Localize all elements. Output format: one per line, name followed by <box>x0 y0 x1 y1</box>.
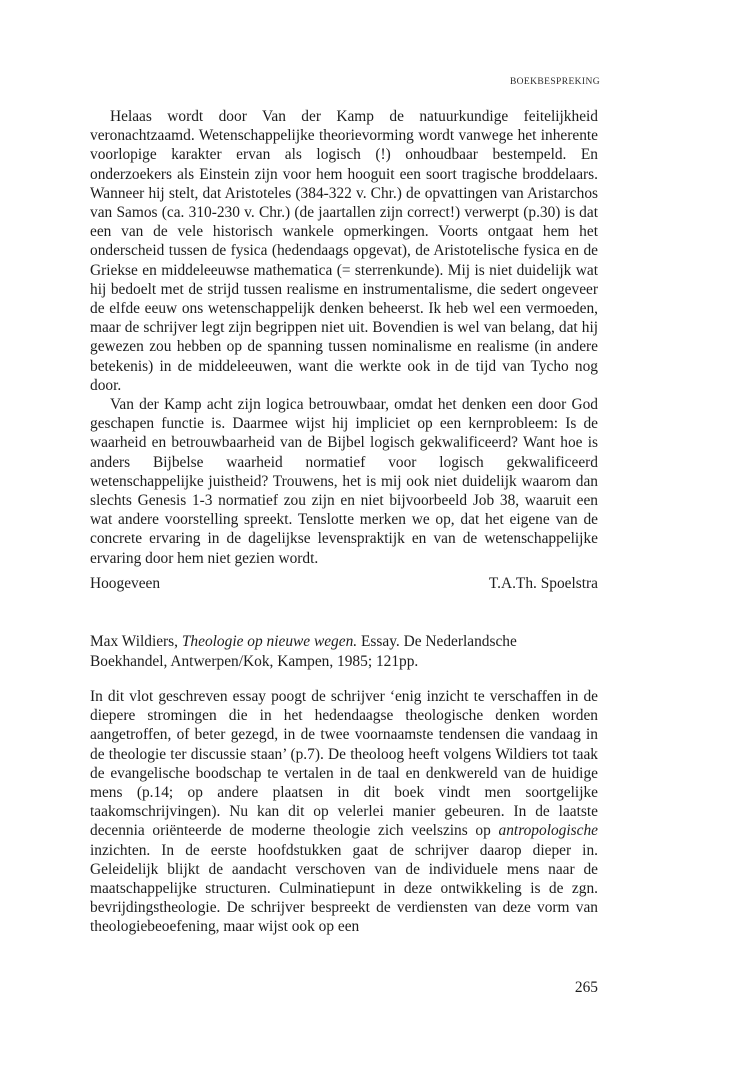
review1-author: T.A.Th. Spoelstra <box>488 575 598 592</box>
review2-italic-term: antropologische <box>498 822 598 840</box>
review1-paragraph-1: Helaas wordt door Van der Kamp de natuurkundige feitelijkheid veronachtzaamd. Wetenschappelijke theorievorming wordt vanwege het inherente voorlopige karakter ervan als logisch (!) onhoudbaar bestempeld. En onderzoekers als Einstein zijn voor hem hooguit een soort tragische broddelaars. Wanneer hij stelt, dat Aristoteles (384-322 v. Chr.) de opvattingen van Aristarchos van Samos (ca. 310-230 v. Chr.) (de jaartallen zijn correct!) verwerpt (p.30) is dat een van de vele historisch wankele opmerkingen. Voorts ontgaat hem het onderscheid tussen de fysica (hedendaags opgevat), de Aristotelische fysica en de Griekse en middeleeuwse mathematica (= sterrenkunde). Mij is niet duidelijk wat hij bedoelt met de strijd tussen realisme en instrumentalisme, die sedert ongeveer de elfde eeuw ons wetenschappelijk denken beheerst. Ik heb wel een vermoeden, maar de schrijver legt zijn begrippen niet uit. Bovendien is wel van belang, dat hij gewezen zou hebben op de spanning tussen nominalisme en realisme (in andere betekenis) in de middeleeuwen, want die werkte ook in de tijd van Tycho nog door. <box>90 108 598 394</box>
review1-paragraph-2: Van der Kamp acht zijn logica betrouwbaar, omdat het denken een door God geschapen functie is. Daarmee wijst hij impliciet op een kernprobleem: Is de waarheid en betrouwbaarheid van de Bijbel logisch gekwalificeerd? Want hoe is anders Bijbelse waarheid normatief voor logisch gekwalificeerd wetenschappelijke juistheid? Trouwens, het is mij ook niet duidelijk waarom dan slechts Genesis 1-3 normatief zou zijn en niet bijvoorbeeld Job 38, waaruit een wat andere voorstelling spreekt. Tenslotte merken we op, dat het eigene van de concrete ervaring in de dagelijkse levenspraktijk en van de wetenschappelijke ervaring door hem niet gezien wordt. <box>90 396 598 567</box>
review1-body <box>90 107 598 568</box>
page-number: 265 <box>574 979 598 996</box>
book-details: Essay. De Nederlandsche Boekhandel, Antwerpen/Kok, Kampen, 1985; 121pp. <box>90 633 517 670</box>
book-author: Max Wildiers, <box>90 633 179 650</box>
book-title: Theologie op nieuwe wegen. <box>181 633 358 650</box>
review2-paragraph-1 <box>90 687 598 937</box>
review1-signature <box>90 574 598 593</box>
review1-place: Hoogeveen <box>90 575 161 592</box>
review2-text-part-2: inzichten. In de eerste hoofdstukken gaat de schrijver daarop dieper in. Geleidelijk blijkt de aandacht verschoven van de individuele mens naar de maatschappelijke structuren. Culminatiepunt in deze ontwikkeling is de zgn. bevrijdingstheologie. De schrijver bespreekt de verdiensten van deze vorm van theologiebeoefening, maar wijst ook op een <box>90 841 598 936</box>
running-head: BOEKBESPREKING <box>509 77 600 87</box>
book-reference-line <box>90 632 598 671</box>
review2-text-part-1: In dit vlot geschreven essay poogt de schrijver ‘enig inzicht te verschaffen in de diepere stromingen die in het hedendaagse theologische denken worden aangetroffen, of beter gezegd, in de twee voornaamste tendensen die vandaag in de theologie ter discussie staan’ (p.7). De theoloog heeft volgens Wildiers tot taak de evangelische boodschap te vertalen in de taal en denkwereld van de huidige mens (p.14; op andere plaatsen in dit boek vindt men soortgelijke taakomschrijvingen). Nu kan dit op velerlei manier gebeuren. In de laatste decennia oriënteerde de moderne theologie zich veelszins op <box>90 688 598 840</box>
review2-body <box>90 687 598 937</box>
review2-book-reference <box>90 632 598 671</box>
